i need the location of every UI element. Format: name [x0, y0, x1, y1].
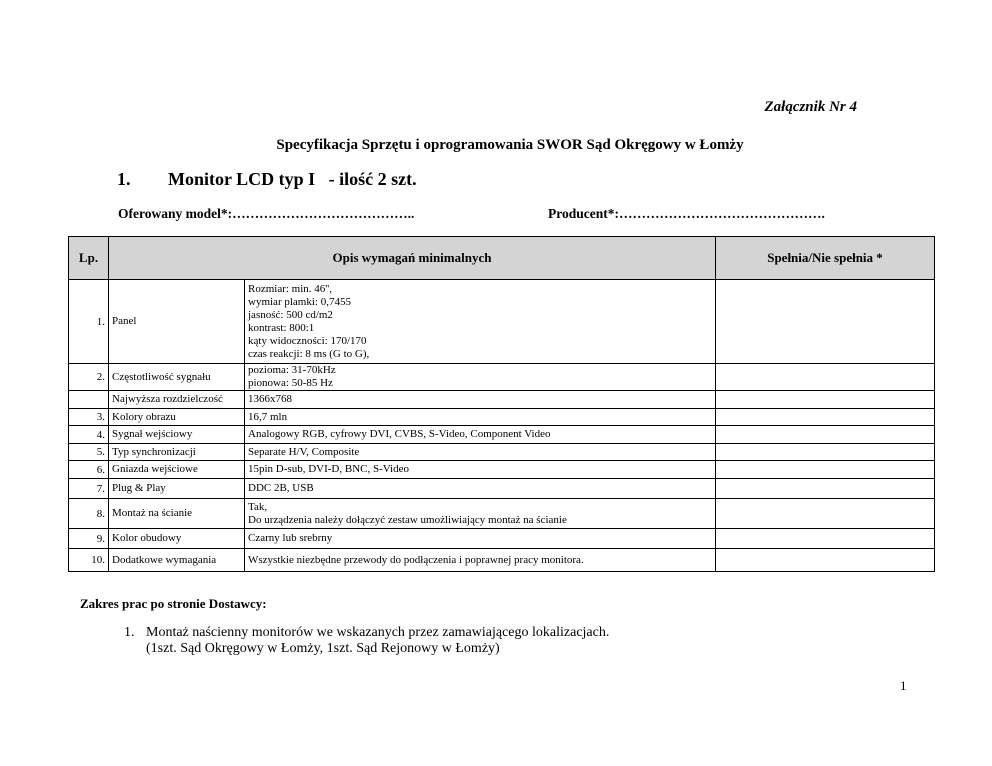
row-parameter: Kolor obudowy	[109, 529, 245, 549]
row-compliance-cell[interactable]	[716, 409, 935, 426]
document-title: Specyfikacja Sprzętu i oprogramowania SWOR Sąd Okręgowy w Łomży	[276, 137, 744, 153]
row-parameter: Plug & Play	[109, 479, 245, 499]
scope-item-line2: (1szt. Sąd Okręgowy w Łomży, 1szt. Sąd Rejonowy w Łomży)	[146, 641, 500, 656]
requirement-line: kontrast: 800:1	[248, 321, 315, 334]
row-requirement	[245, 409, 716, 426]
row-lp	[69, 391, 109, 409]
table-row	[69, 409, 935, 426]
row-compliance-cell[interactable]	[716, 280, 935, 364]
row-parameter: Montaż na ścianie	[109, 499, 245, 529]
row-requirement	[245, 549, 716, 572]
table-row	[69, 364, 935, 391]
scope-item-number: 1.	[124, 625, 135, 640]
row-lp: 8.	[69, 499, 109, 529]
attachment-label: Załącznik Nr 4	[764, 99, 857, 115]
row-lp: 5.	[69, 444, 109, 461]
row-compliance-cell[interactable]	[716, 461, 935, 479]
row-requirement	[245, 426, 716, 444]
table-row	[69, 444, 935, 461]
row-lp: 7.	[69, 479, 109, 499]
requirement-line: DDC 2B, USB	[248, 482, 314, 494]
row-parameter: Najwyższa rozdzielczość	[109, 391, 245, 409]
requirement-line: Rozmiar: min. 46'',	[248, 282, 333, 295]
requirement-line: kąty widoczności: 170/170	[248, 334, 367, 347]
row-compliance-cell[interactable]	[716, 479, 935, 499]
requirement-line: pozioma: 31-70kHz	[248, 364, 336, 376]
header-lp: Lp.	[69, 237, 109, 280]
header-compliance: Spełnia/Nie spełnia *	[716, 237, 935, 280]
row-compliance-cell[interactable]	[716, 364, 935, 391]
section-number: 1.	[117, 169, 131, 189]
row-requirement	[245, 444, 716, 461]
row-requirement	[245, 479, 716, 499]
spec-table	[68, 236, 935, 572]
row-requirement	[245, 499, 716, 529]
requirement-line: 16,7 mln	[248, 410, 288, 423]
page-number: 1	[900, 678, 907, 693]
requirement-line: czas reakcji: 8 ms (G to G),	[248, 347, 370, 360]
row-compliance-cell[interactable]	[716, 529, 935, 549]
requirement-line: pionowa: 50-85 Hz	[248, 377, 333, 389]
row-requirement	[245, 461, 716, 479]
row-parameter: Typ synchronizacji	[109, 444, 245, 461]
section-title: Monitor LCD typ I - ilość 2 szt.	[168, 169, 417, 189]
scope-item-line1: Montaż naścienny monitorów we wskazanych przez zamawiającego lokalizacjach.	[146, 625, 610, 640]
row-parameter: Panel	[109, 280, 245, 364]
row-lp: 4.	[69, 426, 109, 444]
requirement-line: 1366x768	[248, 393, 292, 405]
requirement-line: Analogowy RGB, cyfrowy DVI, CVBS, S-Video, Component Video	[248, 428, 551, 440]
producer-line: Producent*:……………………………………….	[548, 206, 825, 221]
row-compliance-cell[interactable]	[716, 499, 935, 529]
row-parameter: Sygnał wejściowy	[109, 426, 245, 444]
row-lp: 6.	[69, 461, 109, 479]
row-lp: 3.	[69, 409, 109, 426]
row-requirement	[245, 364, 716, 391]
row-parameter: Gniazda wejściowe	[109, 461, 245, 479]
table-row	[69, 391, 935, 409]
requirement-line: Tak,	[248, 500, 268, 513]
requirement-line: Separate H/V, Composite	[248, 445, 360, 458]
requirement-line: jasność: 500 cd/m2	[248, 308, 333, 321]
requirement-line: Czarny lub srebrny	[248, 532, 333, 544]
row-compliance-cell[interactable]	[716, 549, 935, 572]
requirement-line: wymiar plamki: 0,7455	[248, 295, 351, 308]
header-description: Opis wymagań minimalnych	[109, 237, 716, 280]
table-row	[69, 529, 935, 549]
requirement-line: 15pin D-sub, DVI-D, BNC, S-Video	[248, 463, 409, 475]
row-requirement	[245, 529, 716, 549]
table-row	[69, 280, 935, 364]
requirement-line: Wszystkie niezbędne przewody do podłączenia i poprawnej pracy monitora.	[248, 553, 584, 566]
row-compliance-cell[interactable]	[716, 444, 935, 461]
row-parameter: Dodatkowe wymagania	[109, 549, 245, 572]
table-row	[69, 499, 935, 529]
row-parameter: Częstotliwość sygnału	[109, 364, 245, 391]
row-lp: 1.	[69, 280, 109, 364]
scope-title: Zakres prac po stronie Dostawcy:	[80, 596, 267, 611]
row-parameter: Kolory obrazu	[109, 409, 245, 426]
table-row	[69, 549, 935, 572]
row-compliance-cell[interactable]	[716, 391, 935, 409]
table-header-row	[69, 237, 935, 280]
table-row	[69, 426, 935, 444]
requirement-line: Do urządzenia należy dołączyć zestaw umożliwiający montaż na ścianie	[248, 513, 567, 526]
row-lp: 9.	[69, 529, 109, 549]
row-lp: 10.	[69, 549, 109, 572]
row-compliance-cell[interactable]	[716, 426, 935, 444]
row-requirement	[245, 280, 716, 364]
offered-model-line: Oferowany model*:…………………………………..	[118, 206, 415, 221]
table-row	[69, 461, 935, 479]
table-row	[69, 479, 935, 499]
row-requirement	[245, 391, 716, 409]
row-lp: 2.	[69, 364, 109, 391]
